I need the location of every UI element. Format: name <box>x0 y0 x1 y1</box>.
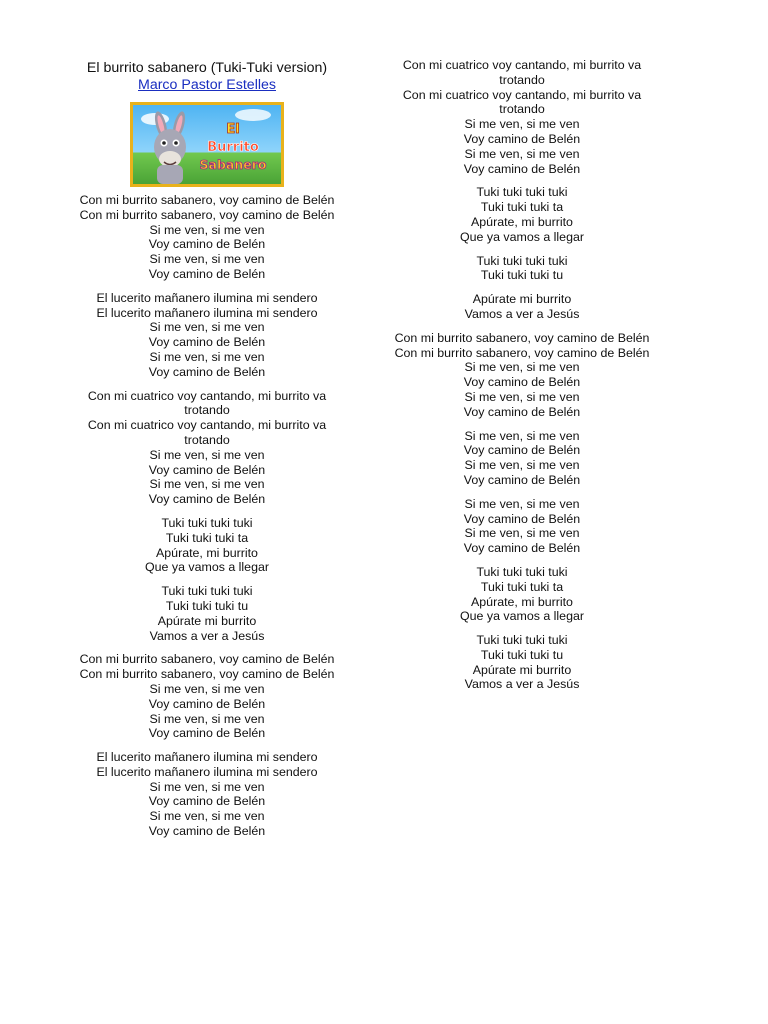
stanza <box>387 292 657 322</box>
lyric-line: Apúrate, mi burrito <box>471 214 573 229</box>
right-lyrics <box>387 58 657 692</box>
stanza <box>387 58 657 176</box>
lyric-line: Vamos a ver a Jesús <box>149 628 265 643</box>
lyric-line: Con mi burrito sabanero, voy camino de Belén <box>79 667 335 682</box>
lyric-line: Si me ven, si me ven <box>149 711 265 726</box>
lyric-line: Voy camino de Belén <box>148 696 266 711</box>
lyric-line: Si me ven, si me ven <box>149 222 265 237</box>
lyric-line: Si me ven, si me ven <box>464 526 580 541</box>
stanza <box>72 516 342 575</box>
lyric-line: Voy camino de Belén <box>463 472 581 487</box>
album-cover-image <box>130 102 284 187</box>
lyric-line: Voy camino de Belén <box>463 541 581 556</box>
right-column <box>387 58 657 701</box>
left-lyrics <box>72 193 342 839</box>
stanza <box>387 254 657 284</box>
author-link[interactable]: Marco Pastor Estelles <box>138 77 276 93</box>
lyric-line: Con mi burrito sabanero, voy camino de Belén <box>79 652 335 667</box>
lyric-line: Voy camino de Belén <box>463 375 581 390</box>
lyric-line: Voy camino de Belén <box>463 511 581 526</box>
lyric-line: Con mi cuatrico voy cantando, mi burrito va trotando <box>87 388 327 418</box>
lyric-line: Tuki tuki tuki tuki <box>476 253 568 268</box>
lyric-line: Voy camino de Belén <box>148 364 266 379</box>
lyric-line: Con mi burrito sabanero, voy camino de Belén <box>394 345 650 360</box>
lyric-line: Voy camino de Belén <box>463 131 581 146</box>
lyric-line: Si me ven, si me ven <box>464 117 580 132</box>
lyric-line: Voy camino de Belén <box>463 404 581 419</box>
lyric-line: Voy camino de Belén <box>148 824 266 839</box>
lyric-line: Si me ven, si me ven <box>464 496 580 511</box>
lyric-line: Si me ven, si me ven <box>149 320 265 335</box>
lyric-line: Con mi burrito sabanero, voy camino de Belén <box>394 330 650 345</box>
stanza <box>72 193 342 282</box>
lyric-line: Apúrate mi burrito <box>472 292 572 307</box>
lyric-line: Si me ven, si me ven <box>464 360 580 375</box>
stanza <box>72 584 342 643</box>
lyric-line: El lucerito mañanero ilumina mi sendero <box>96 305 318 320</box>
lyric-line: Si me ven, si me ven <box>149 477 265 492</box>
lyric-line: Tuki tuki tuki tuki <box>476 633 568 648</box>
stanza <box>72 750 342 839</box>
lyric-line: Que ya vamos a llegar <box>145 560 269 575</box>
stanza <box>72 389 342 507</box>
lyric-line: Tuki tuki tuki tu <box>480 268 564 283</box>
lyric-line: Voy camino de Belén <box>148 726 266 741</box>
lyric-line: Tuki tuki tuki ta <box>480 200 564 215</box>
lyric-line: Voy camino de Belén <box>148 335 266 350</box>
lyric-line: Apúrate mi burrito <box>157 613 257 628</box>
lyric-line: Voy camino de Belén <box>148 492 266 507</box>
lyric-line: El lucerito mañanero ilumina mi sendero <box>96 750 318 765</box>
lyric-line: Tuki tuki tuki tu <box>480 647 564 662</box>
lyric-line: Apúrate, mi burrito <box>471 594 573 609</box>
lyric-line: El lucerito mañanero ilumina mi sendero <box>96 290 318 305</box>
lyric-line: Si me ven, si me ven <box>149 809 265 824</box>
lyric-line: Tuki tuki tuki tuki <box>161 515 253 530</box>
lyric-line: Tuki tuki tuki ta <box>165 530 249 545</box>
stanza <box>72 291 342 380</box>
lyric-line: Si me ven, si me ven <box>464 428 580 443</box>
left-column <box>72 58 342 848</box>
lyric-line: Voy camino de Belén <box>148 237 266 252</box>
lyric-line: Con mi burrito sabanero, voy camino de Belén <box>79 193 335 207</box>
lyric-line: Que ya vamos a llegar <box>460 609 584 624</box>
song-title: El burrito sabanero (Tuki-Tuki version) <box>86 60 328 76</box>
lyric-line: Que ya vamos a llegar <box>460 229 584 244</box>
lyric-line: Si me ven, si me ven <box>464 146 580 161</box>
lyric-line: Voy camino de Belén <box>463 161 581 176</box>
lyric-line: Tuki tuki tuki ta <box>480 579 564 594</box>
lyric-line: Con mi burrito sabanero, voy camino de Belén <box>79 207 335 222</box>
stanza <box>387 185 657 244</box>
lyric-line: Apúrate mi burrito <box>472 662 572 677</box>
stanza <box>72 652 342 741</box>
lyric-line: Apúrate, mi burrito <box>156 545 258 560</box>
cover-word-sabanero: Sabanero <box>199 157 267 172</box>
lyric-line: El lucerito mañanero ilumina mi sendero <box>96 764 318 779</box>
lyric-line: Voy camino de Belén <box>148 794 266 809</box>
cover-word-el: El <box>226 122 240 137</box>
lyric-line: Voy camino de Belén <box>148 266 266 281</box>
cover-word-burrito: Burrito <box>207 140 259 155</box>
lyric-line: Voy camino de Belén <box>463 443 581 458</box>
lyric-line: Tuki tuki tuki tuki <box>476 185 568 200</box>
stanza <box>387 331 657 420</box>
lyric-line: Si me ven, si me ven <box>464 389 580 404</box>
lyric-line: Tuki tuki tuki tuki <box>476 564 568 579</box>
lyric-line: Voy camino de Belén <box>148 462 266 477</box>
lyric-line: Con mi cuatrico voy cantando, mi burrito va trotando <box>402 58 642 87</box>
lyric-line: Si me ven, si me ven <box>464 458 580 473</box>
lyric-line: Con mi cuatrico voy cantando, mi burrito va trotando <box>87 418 327 447</box>
stanza <box>387 565 657 624</box>
lyric-line: Vamos a ver a Jesús <box>464 677 580 692</box>
stanza <box>387 633 657 692</box>
lyric-line: Tuki tuki tuki tu <box>165 598 249 613</box>
stanza <box>387 429 657 488</box>
donkey-cover-art <box>133 105 281 184</box>
lyric-line: Si me ven, si me ven <box>149 681 265 696</box>
lyric-line: Si me ven, si me ven <box>149 447 265 462</box>
lyric-line: Con mi cuatrico voy cantando, mi burrito va trotando <box>402 87 642 117</box>
lyric-line: Tuki tuki tuki tuki <box>161 584 253 599</box>
lyric-line: Si me ven, si me ven <box>149 349 265 364</box>
lyric-line: Vamos a ver a Jesús <box>464 306 580 321</box>
stanza <box>387 497 657 556</box>
lyric-line: Si me ven, si me ven <box>149 779 265 794</box>
lyric-line: Si me ven, si me ven <box>149 252 265 267</box>
